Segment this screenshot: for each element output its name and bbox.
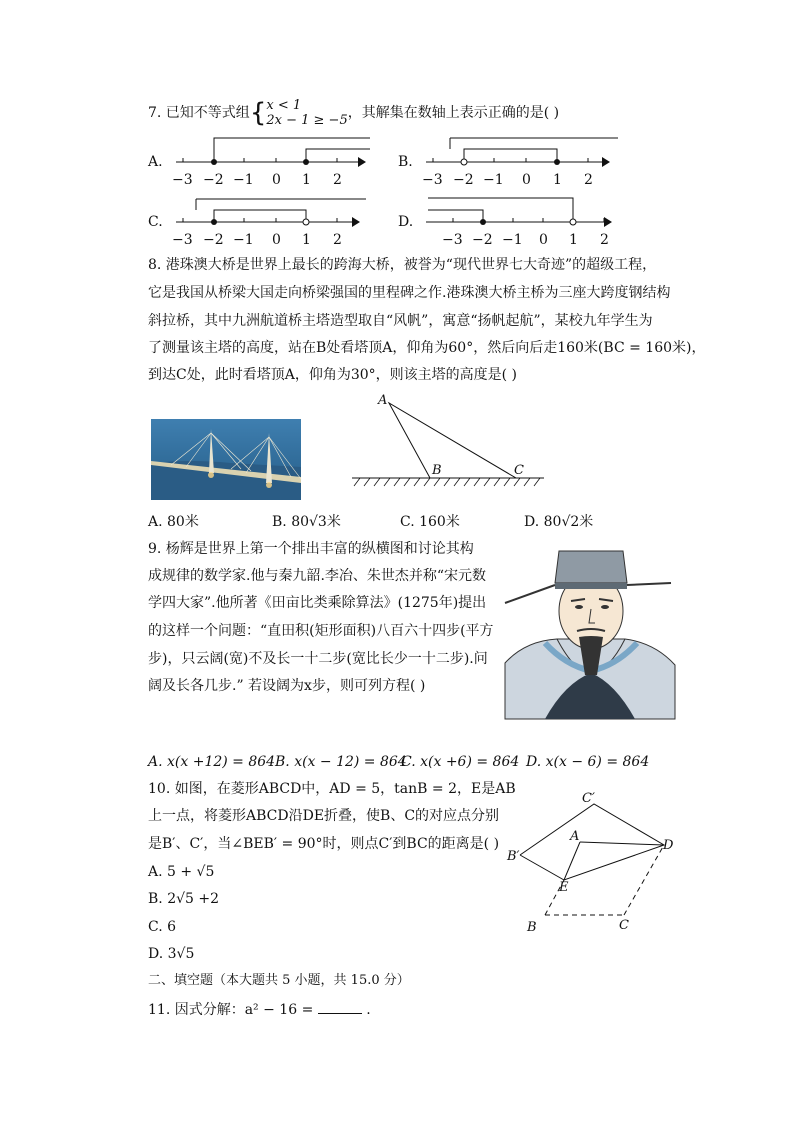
q10-choice-b[interactable]: B. 2√5 +2 (148, 891, 220, 907)
q9-choice-c[interactable]: C. x(x +6) = 864 (401, 754, 520, 770)
q7-ineq2: 2x − 1 ≥ −5 (266, 113, 348, 128)
tick-label: 0 (272, 172, 281, 188)
q9-line: 学四大家”.他所著《田亩比类乘除算法》(1275年)提出 (148, 595, 487, 611)
label-c-prime: C′ (582, 791, 595, 806)
tick-label: −3 (442, 232, 463, 248)
q9-choice-a[interactable]: A. x(x +12) = 864 (148, 754, 276, 770)
q11-suffix: . (361, 1002, 371, 1018)
q9-choice-b[interactable]: B. x(x − 12) = 864 (275, 754, 407, 770)
q11-prefix: 11. 因式分解：a² − 16 = (148, 1002, 318, 1018)
tick-label: 2 (333, 172, 342, 188)
q9-line: 步)，只云阔(宽)不及长一十二步(宽比长少一十二步).问 (148, 651, 488, 667)
tick-label: −2 (472, 232, 493, 248)
q8-line: 8. 港珠澳大桥是世界上最长的跨海大桥，被誉为“现代世界七大奇迹”的超级工程， (148, 257, 657, 273)
label-b: B (432, 463, 442, 478)
tick-label: 0 (539, 232, 548, 248)
q8-choice-d[interactable]: D. 80√2米 (524, 514, 594, 530)
q10-line: 上一点，将菱形ABCD沿DE折叠，使B、C的对应点分别 (148, 808, 500, 824)
tick-label: −1 (233, 232, 254, 248)
q8-line: 到达C处，此时看塔顶A，仰角为30°，则该主塔的高度是( ) (148, 367, 518, 383)
q9-choice-d[interactable]: D. x(x − 6) = 864 (526, 754, 650, 770)
tick-label: −1 (483, 172, 504, 188)
tick-label: −2 (453, 172, 474, 188)
tick-label: 2 (584, 172, 593, 188)
tick-label: −1 (502, 232, 523, 248)
tick-label: 0 (272, 232, 281, 248)
q9-line: 的这样一个问题：“直田积(矩形面积)八百六十四步(平方 (148, 623, 494, 639)
tick-label: 1 (569, 232, 578, 248)
q8-choice-c[interactable]: C. 160米 (400, 514, 460, 530)
label-a: A (570, 829, 580, 844)
q7-suffix: ，其解集在数轴上表示正确的是( ) (347, 105, 560, 121)
label-d: D (663, 838, 674, 853)
label-c: C (514, 463, 524, 478)
q7-stem: 7. 已知不等式组{x < 1 2x − 1 ≥ −5，其解集在数轴上表示正确的是( ) (148, 98, 560, 128)
q9-line: 成规律的数学家.他与秦九韶.李冶、朱世杰并称“宋元数 (148, 568, 487, 584)
q9-line: 9. 杨辉是世界上第一个排出丰富的纵横图和讨论其构 (148, 541, 474, 557)
q7-option-a-label: A. (148, 154, 163, 170)
q7-ineq1: x < 1 (266, 98, 302, 113)
q7-option-d-label: D. (398, 214, 414, 230)
label-a: A (378, 393, 388, 408)
label-b-prime: B′ (507, 849, 520, 864)
tick-label: −2 (203, 172, 224, 188)
q7-option-b-label: B. (398, 154, 413, 170)
q10-choice-c[interactable]: C. 6 (148, 919, 177, 935)
tick-label: 1 (302, 232, 311, 248)
tick-label: 1 (302, 172, 311, 188)
q8-line: 它是我国从桥梁大国走向桥梁强国的里程碑之作.港珠澳大桥主桥为三座大跨度钢结构 (148, 285, 671, 301)
q11-stem (148, 999, 371, 1020)
tick-label: 0 (522, 172, 531, 188)
q8-line: 了测量该主塔的高度，站在B处看塔顶A，仰角为60°，然后向后走160米(BC = 160米)， (148, 340, 706, 356)
q10-line: 10. 如图，在菱形ABCD中，AD = 5，tanB = 2，E是AB (148, 781, 516, 797)
q10-choice-d[interactable]: D. 3√5 (148, 946, 195, 962)
label-c: C (619, 918, 629, 933)
tick-label: −1 (233, 172, 254, 188)
tick-label: −3 (172, 172, 193, 188)
q10-line: 是B′、C′，当∠BEB′ = 90°时，则点C′到BC的距离是( ) (148, 836, 500, 852)
q11-answer-blank[interactable] (318, 999, 362, 1014)
tick-label: 2 (600, 232, 609, 248)
tick-label: −2 (203, 232, 224, 248)
q8-line: 斜拉桥，其中九洲航道桥主塔造型取自“风帆”，寓意“扬帆起航”，某校九年学生为 (148, 313, 653, 329)
q10-choice-a[interactable]: A. 5 + √5 (148, 864, 215, 880)
q7-prefix: 7. 已知不等式组 (148, 105, 250, 121)
tick-label: 1 (553, 172, 562, 188)
section-title: 二、填空题（本大题共 5 小题，共 15.0 分） (148, 973, 410, 988)
tick-label: −3 (172, 232, 193, 248)
label-b: B (527, 920, 537, 935)
q8-choice-a[interactable]: A. 80米 (148, 514, 199, 530)
tick-label: −3 (422, 172, 443, 188)
q7-option-c-label: C. (148, 214, 163, 230)
q8-choice-b[interactable]: B. 80√3米 (272, 514, 341, 530)
label-e: E (559, 880, 569, 895)
tick-label: 2 (333, 232, 342, 248)
q9-line: 阔及长各几步.” 若设阔为x步，则可列方程( ) (148, 678, 426, 694)
